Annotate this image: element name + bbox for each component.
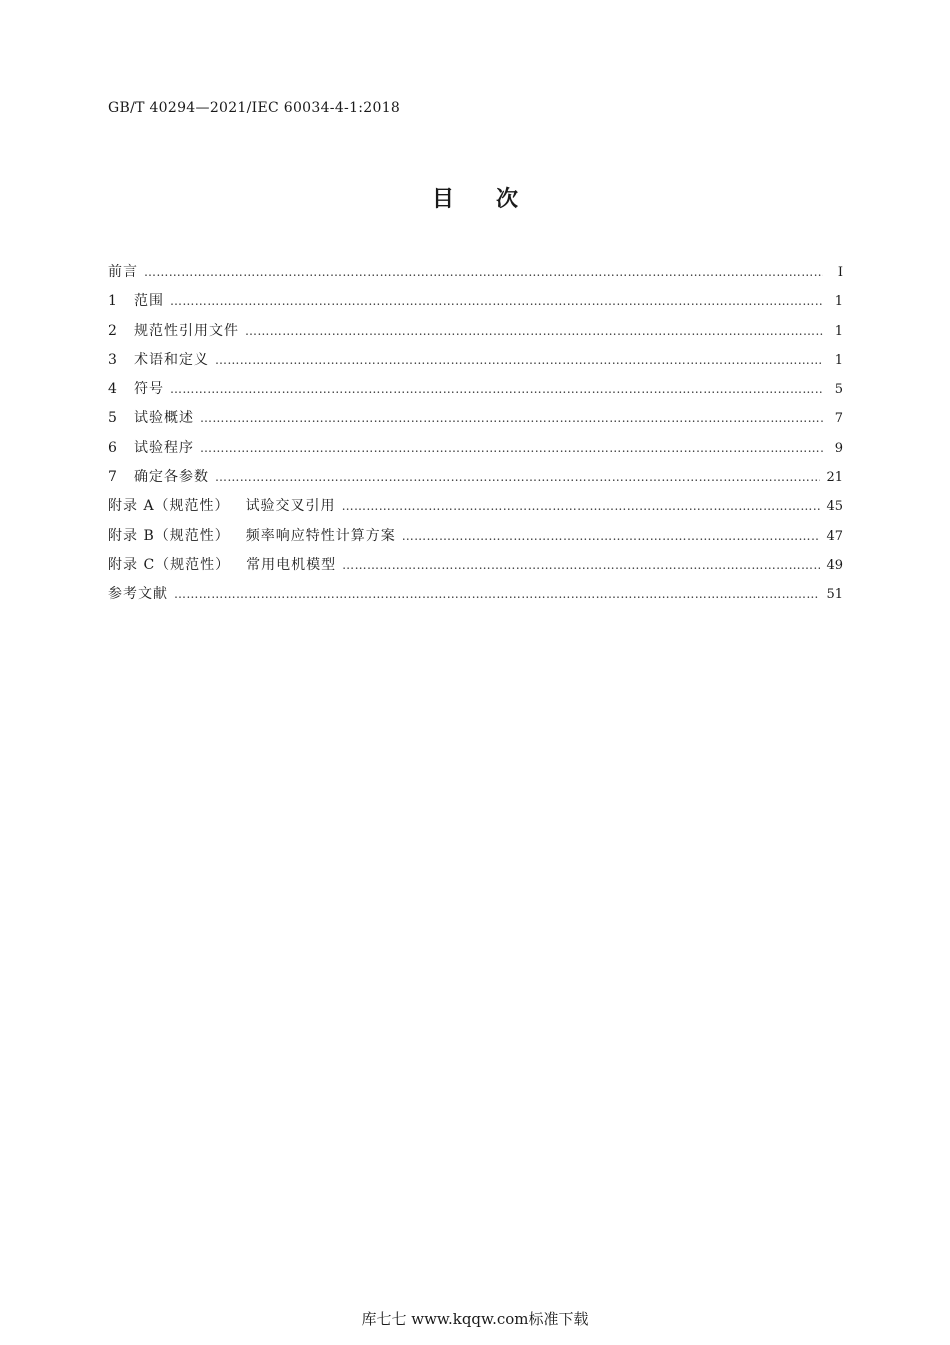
toc-page-number: 1 — [834, 294, 843, 310]
toc-number: 3 — [108, 351, 117, 368]
annex-title: 常用电机模型 — [246, 556, 337, 573]
toc-label: 范围 — [134, 293, 164, 310]
standard-code-header — [108, 100, 400, 116]
toc-number: 2 — [108, 322, 117, 339]
toc-leader-dots — [200, 404, 823, 433]
toc-entry-annex-b[interactable] — [108, 522, 843, 551]
toc-entry-foreword[interactable] — [108, 258, 843, 287]
toc-page-number: 1 — [834, 352, 843, 368]
toc-leader-dots — [215, 463, 820, 492]
toc-entry-bibliography[interactable] — [108, 580, 843, 609]
toc-leader-dots — [144, 258, 823, 287]
footer-watermark: 库七七 www.kqqw.com标准下载 — [361, 1310, 589, 1328]
toc-page-number: 45 — [826, 499, 843, 515]
toc-number: 4 — [108, 381, 117, 398]
toc-entry-2[interactable] — [108, 317, 843, 346]
toc-page-number: 47 — [826, 528, 843, 544]
toc-page-number: 9 — [834, 440, 843, 456]
toc-label: 前言 — [108, 264, 138, 280]
annex-label: 附录 A（规范性） — [108, 498, 230, 515]
toc-page-number: 5 — [834, 382, 843, 398]
toc-label — [108, 522, 396, 551]
toc-label: 规范性引用文件 — [134, 322, 239, 339]
toc-entry-annex-c[interactable] — [108, 551, 843, 580]
toc-leader-dots — [174, 580, 820, 609]
annex-label: 附录 C（规范性） — [108, 556, 231, 573]
toc-entry-6[interactable] — [108, 434, 843, 463]
page-title: 目次 — [431, 187, 560, 212]
toc-leader-dots — [342, 551, 820, 580]
toc-number: 1 — [108, 293, 117, 310]
toc-label: 符号 — [134, 381, 164, 398]
toc-leader-dots — [200, 434, 823, 463]
toc-leader-dots — [245, 317, 823, 346]
toc-page-number: Ⅰ — [837, 265, 843, 280]
toc-page-number: 51 — [826, 587, 843, 603]
standard-code: GB/T 40294—2021/IEC 60034-4-1:2018 — [108, 100, 401, 116]
toc-label: 确定各参数 — [134, 469, 209, 486]
annex-label: 附录 B（规范性） — [108, 527, 230, 544]
toc-number: 5 — [108, 410, 117, 427]
toc-entry-5[interactable] — [108, 404, 843, 433]
toc-entry-1[interactable] — [108, 287, 843, 316]
toc-entry-annex-a[interactable] — [108, 492, 843, 521]
toc-entry-3[interactable] — [108, 346, 843, 375]
toc-page-number: 49 — [826, 557, 843, 573]
annex-title: 试验交叉引用 — [245, 498, 336, 515]
toc-leader-dots — [170, 287, 823, 316]
toc-label: 试验程序 — [134, 439, 194, 456]
toc-number: 6 — [108, 439, 117, 456]
toc-entry-4[interactable] — [108, 375, 843, 404]
annex-title: 频率响应特性计算方案 — [245, 527, 396, 544]
toc-label: 术语和定义 — [134, 351, 209, 368]
toc-label: 试验概述 — [134, 410, 194, 427]
toc-leader-dots — [342, 492, 821, 521]
toc-label — [108, 551, 336, 580]
toc-leader-dots — [402, 522, 821, 551]
toc-page-number: 1 — [834, 323, 843, 339]
toc-leader-dots — [215, 346, 823, 375]
toc-page-number: 7 — [834, 411, 843, 427]
toc-number: 7 — [108, 469, 117, 486]
toc-page-number: 21 — [826, 470, 843, 486]
toc-label — [108, 492, 336, 521]
table-of-contents — [108, 258, 843, 610]
toc-leader-dots — [170, 375, 823, 404]
toc-label: 参考文献 — [108, 586, 168, 603]
toc-entry-7[interactable] — [108, 463, 843, 492]
